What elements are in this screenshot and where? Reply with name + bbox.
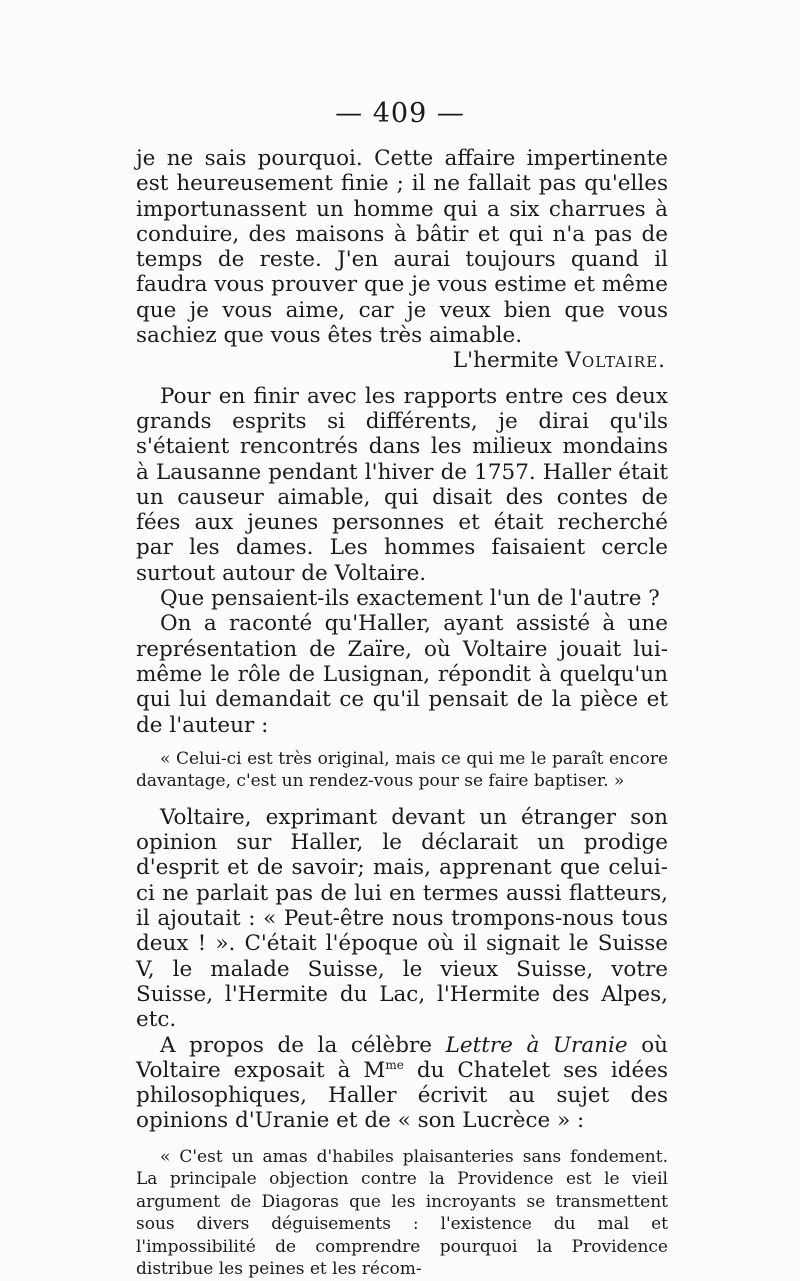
- paragraph-uranie: [136, 1033, 668, 1134]
- paragraph-letter-end: je ne sais pourquoi. Cette affaire impertinente est heureusement finie ; il ne fallait pas qu'elles importunassent un homme qui a six charrues à conduire, des maisons à bâtir et qui n'a pas de temps de reste. J'en aurai toujours quand il faudra vous prouver que je vous estime et même que je vous aime, car je veux bien que vous sachiez que vous êtes très aimable.: [136, 146, 668, 349]
- quote-haller-providence: « C'est un amas d'habiles plaisanteries sans fondement. La principale objection contre la Providence est le vieil argument de Diagoras que les incroyants se transmettent sous divers déguisements : l'existence du mal et l'impossibilité de comprendre pourquoi la Providence distribue les peines et les récom-: [136, 1146, 668, 1280]
- uranie-title: Lettre à Uranie: [445, 1032, 628, 1058]
- paragraph-encounter: Pour en finir avec les rapports entre ces deux grands esprits si différents, je dirai qu'ils s'étaient rencontrés dans les milieux mondains à Lausanne pendant l'hiver de 1757. Haller était un causeur aimable, qui disait des contes de fées aux jeunes personnes et était recherché par les dames. Les hommes faisaient cercle surtout autour de Voltaire.: [136, 383, 668, 586]
- quote-haller: « Celui-ci est très original, mais ce qui me le paraît encore davantage, c'est un rendez-vous pour se faire baptiser. »: [136, 748, 668, 792]
- paragraph-question: Que pensaient-ils exactement l'un de l'autre ?: [160, 586, 660, 612]
- uranie-text-a: A propos de la célèbre: [160, 1032, 446, 1058]
- uranie-sup: me: [385, 1057, 404, 1072]
- uranie-text-b: où Voltaire exposait à M: [136, 1032, 668, 1083]
- signature-prefix: L'hermite: [452, 348, 566, 374]
- letter-signature: [136, 348, 668, 373]
- uranie-text-c: du Chatelet ses idées philosophiques, Haller écrivit au sujet des opinions d'Uranie et de « son Lucrèce » :: [136, 1057, 669, 1134]
- paragraph-anecdote: On a raconté qu'Haller, ayant assisté à une représentation de Zaïre, où Voltaire jouait lui-même le rôle de Lusignan, répondit à quelqu'un qui lui demandait ce qu'il pensait de la pièce et de l'auteur :: [136, 611, 668, 738]
- signature-name: Voltaire.: [565, 348, 666, 374]
- body-text: [136, 146, 668, 1281]
- page-number-header: — 409 —: [335, 98, 465, 129]
- paragraph-voltaire-opinion: Voltaire, exprimant devant un étranger son opinion sur Haller, le déclarait un prodige d'esprit et de savoir; mais, apprenant que celui-ci ne parlait pas de lui en termes aussi flatteurs, il ajoutait : « Peut-être nous trompons-nous tous deux ! ». C'était l'époque où il signait le Suisse V, le malade Suisse, le vieux Suisse, votre Suisse, l'Hermite du Lac, l'Hermite des Alpes, etc.: [136, 804, 668, 1033]
